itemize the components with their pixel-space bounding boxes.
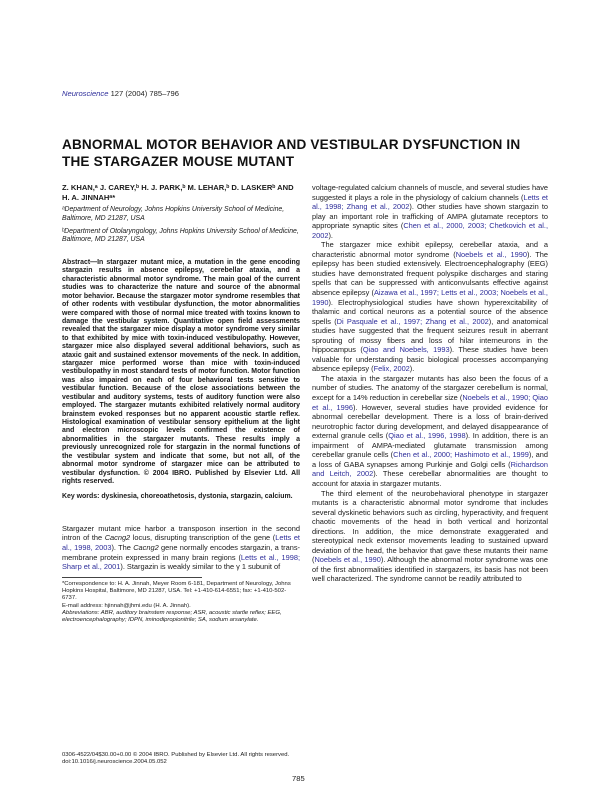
left-column: [62, 183, 300, 624]
body-paragraph: [312, 489, 548, 584]
citation-link[interactable]: Noebels et al., 1990: [455, 249, 527, 259]
body-text: ).: [328, 230, 333, 240]
affiliation-a: ᵃDepartment of Neurology, Johns Hopkins University School of Medicine, Baltimore, MD 21287, USA: [62, 206, 285, 222]
body-text: ). Stargazin is weakly similar to the γ 1 subunit of: [120, 562, 281, 572]
journal-citation: [62, 89, 179, 98]
page-number: 785: [292, 774, 305, 783]
citation-link[interactable]: Qiao and Noebels, 1993: [362, 345, 450, 355]
body-text: ). However, several studies have provided evidence for abnormal cerebellar development. There is a loss of brain-derived neurotrophic factor during development, and delayed disappearance of external granule cells (: [312, 402, 548, 441]
journal-details: 127 (2004) 785–796: [110, 89, 179, 98]
body-text: Stargazer mutant mice harbor a transposon insertion in the second intron of the: [62, 523, 300, 543]
citation-link[interactable]: Letts et al., 1998; Zhang et al., 2002: [312, 192, 548, 212]
body-paragraph: [312, 240, 548, 374]
body-text: ). The: [111, 542, 134, 552]
abstract: Abstract—In stargazer mutant mice, a mutation in the gene encoding stargazin results in absence epilepsy, cerebellar ataxia, and a characteristic abnormal motor syndrome. The main goal of the current studies was to characterize the nature and source of the abnormal motor behavior. Because the stargazer motor syndrome resembles that of other rodents with vestibular dysfunction, the motor abnormalities were compared with those of normal mice treated with toxins known to damage the vestibular system. Quantitative open field assessments revealed that the stargazer mice display a motor syndrome very similar to that exhibited by mice with toxin-induced vestibulopathy. However, stargazer mice also displayed several additional behaviors, such as ataxic gait and sustained extensor movements of the neck. In addition, stargazer mice performed worse than mice with toxin-induced vestibulopathy in most standard tests of motor function. Motor function was also impaired on each of four behavioral tests sensitive to vestibular function. Because of the close associations between the vestibular and auditory systems, tests of auditory function were also employed. The stargazer mutants exhibited relatively normal auditory brainstem evoked responses but no apparent acoustic startle reflex. Histological examination of vestibular sensory epithelium at the light and electron microscopic levels confirmed the existence of abnormalities in the stargazer mutants. These results imply a previously unrecognized role for stargazin in the normal functions of the vestibular system and indicate that some, but not all, of the abnormal motor syndrome of stargazer mice can be attributed to vestibular dysfunction. © 2004 IBRO. Published by Elsevier Ltd. All rights reserved.: [62, 259, 300, 485]
citation-link[interactable]: Felix, 2002: [373, 364, 410, 374]
citation-link[interactable]: Qiao et al., 1996, 1998: [388, 431, 466, 441]
citation-link[interactable]: Noebels et al., 1990: [314, 555, 381, 565]
citation-link[interactable]: Richardson and Leitch, 2002: [312, 459, 548, 479]
body-text: ), and anatomical studies have suggested that the frequent seizures result in aberrant sprouting of mossy fibers and loss of hilar interneurons in the hippocampus (: [312, 316, 548, 355]
keywords: Key words: dyskinesia, choreoathetosis, dystonia, stargazin, calcium.: [62, 493, 293, 501]
body-text: gene normally encodes stargazin, a trans-membrane protein expressed in many brain regions (: [62, 542, 300, 562]
footnote-email: E-mail address: hjinnah@jhmi.edu (H. A. Jinnah).: [62, 602, 191, 609]
gene-name: Cacng2: [104, 533, 131, 543]
author-list: Z. KHAN,ᵃ J. CAREY,ᵇ H. J. PARK,ᵇ M. LEHAR,ᵇ D. LASKERᵇ AND H. A. JINNAHᵃ*: [62, 183, 294, 202]
body-text: ). These studies have been valuable for understanding basic biological processes accompanying absence epilepsy (: [312, 345, 548, 374]
body-text: ). Other studies have shown stargazin to play an important role in trafficking of AMPA glutamate receptors to appropriate synaptic sites (: [312, 202, 549, 231]
body-text: The ataxia in the stargazer mutants has also been the focus of a number of studies. The anatomy of the stargazer cerebellum is normal, except for a 14% reduction in cerebellar size (: [312, 373, 548, 403]
article-title: ABNORMAL MOTOR BEHAVIOR AND VESTIBULAR DYSFUNCTION IN THE STARGAZER MOUSE MUTANT: [62, 137, 521, 169]
body-text: ). The epilepsy has been studied extensively. Electroencephalography (EEG) studies have demonstrated frequent polyspike discharges and staring spells that can be suppressed with anticonvulsants effective against absence epilepsy (: [312, 249, 548, 298]
copyright-line: 0306-4522/04$30.00+0.00 © 2004 IBRO. Published by Elsevier Ltd. All rights reserved.: [62, 752, 290, 758]
body-paragraph: [312, 374, 548, 489]
intro-paragraph: [62, 524, 300, 572]
body-text: locus, disrupting transcription of the gene (: [130, 533, 276, 543]
journal-name: Neuroscience: [62, 89, 109, 98]
gene-name: Cacng2: [133, 542, 159, 552]
body-paragraph: [312, 183, 548, 240]
affiliation-b: ᵇDepartment of Otolaryngology, Johns Hopkins University School of Medicine, Baltimore, MD 21287, USA: [62, 227, 299, 244]
citation-link[interactable]: Letts et al., 1998; Sharp et al., 2001: [62, 552, 301, 572]
body-text: The stargazer mice exhibit epilepsy, cerebellar ataxia, and a characteristic abnormal motor syndrome (: [312, 240, 548, 259]
footnote-correspondence: *Correspondence to: H. A. Jinnah, Meyer Room 6-181, Department of Neurology, Johns Hopkins Hospital, Baltimore, MD 21287, USA. Tel: +1-410-614-6551; fax: +1-410-502-6737.: [62, 580, 291, 602]
citation-link[interactable]: Chen et al., 2000, 2003; Chetkovich et al., 2002: [312, 221, 549, 240]
body-text: ). Electrophysiological studies have shown hyperexcitability of thalamic and cortical neurons as a potential source of the absence spells (: [312, 297, 548, 326]
doi-line: doi:10.1016/j.neuroscience.2004.05.052: [62, 759, 167, 766]
body-text: The third element of the neurobehavioral phenotype in stargazer mutants is a characteristic abnormal motor syndrome that includes several dyskinetic behaviors such as circling, hyperactivity, and frequent chaotic movements of the head in both vertical and horizontal directions. In addition, the mice demonstrate exaggerated and stereotypical neck extensor movements leading to sustained upward deviation of the head, the behavior that gave these mutants their name (: [312, 488, 548, 565]
footnote-divider: [62, 577, 202, 578]
copyright-footer: [62, 752, 289, 767]
citation-link[interactable]: Di Pasquale et al., 1997; Zhang et al., 2002: [336, 316, 489, 326]
citation-link[interactable]: Aizawa et al., 1997; Letts et al., 2003; Noebels et al., 1990: [312, 288, 548, 307]
citation-link[interactable]: Noebels et al., 1990; Qiao et al., 1996: [312, 393, 548, 412]
body-text: ). Although the abnormal motor syndrome was one of the first abnormalities identified in stargazers, its basis has not been well characterized. The syndrome cannot be readily attributed to: [312, 555, 548, 584]
body-text: ). In addition, there is an impairment of AMPA-mediated glutamate transmission among cerebellar granule cells (: [312, 431, 548, 460]
body-text: ), and a loss of GABA synapses among Purkinje and Golgi cells (: [312, 450, 548, 469]
body-text: ). These cerebellar abnormalities are thought to account for ataxia in stargazer mutants.: [312, 469, 548, 488]
footnote-abbreviations: Abbreviations: ABR, auditory brainstem response; ASR, acoustic startle reflex; EEG, electroencephalography; IDPN, iminodipropionitrile; SA, sodium arsanylate.: [62, 609, 282, 624]
right-column: [312, 183, 548, 584]
citation-link[interactable]: Letts et al., 1998, 2003: [62, 533, 300, 552]
body-text: voltage-regulated calcium channels of muscle, and several studies have suggested it plays a role in the physiology of calcium channels (: [312, 183, 548, 202]
body-text: ).: [409, 364, 415, 374]
citation-link[interactable]: Chen et al., 2000; Hashimoto et al., 1999: [393, 450, 529, 460]
